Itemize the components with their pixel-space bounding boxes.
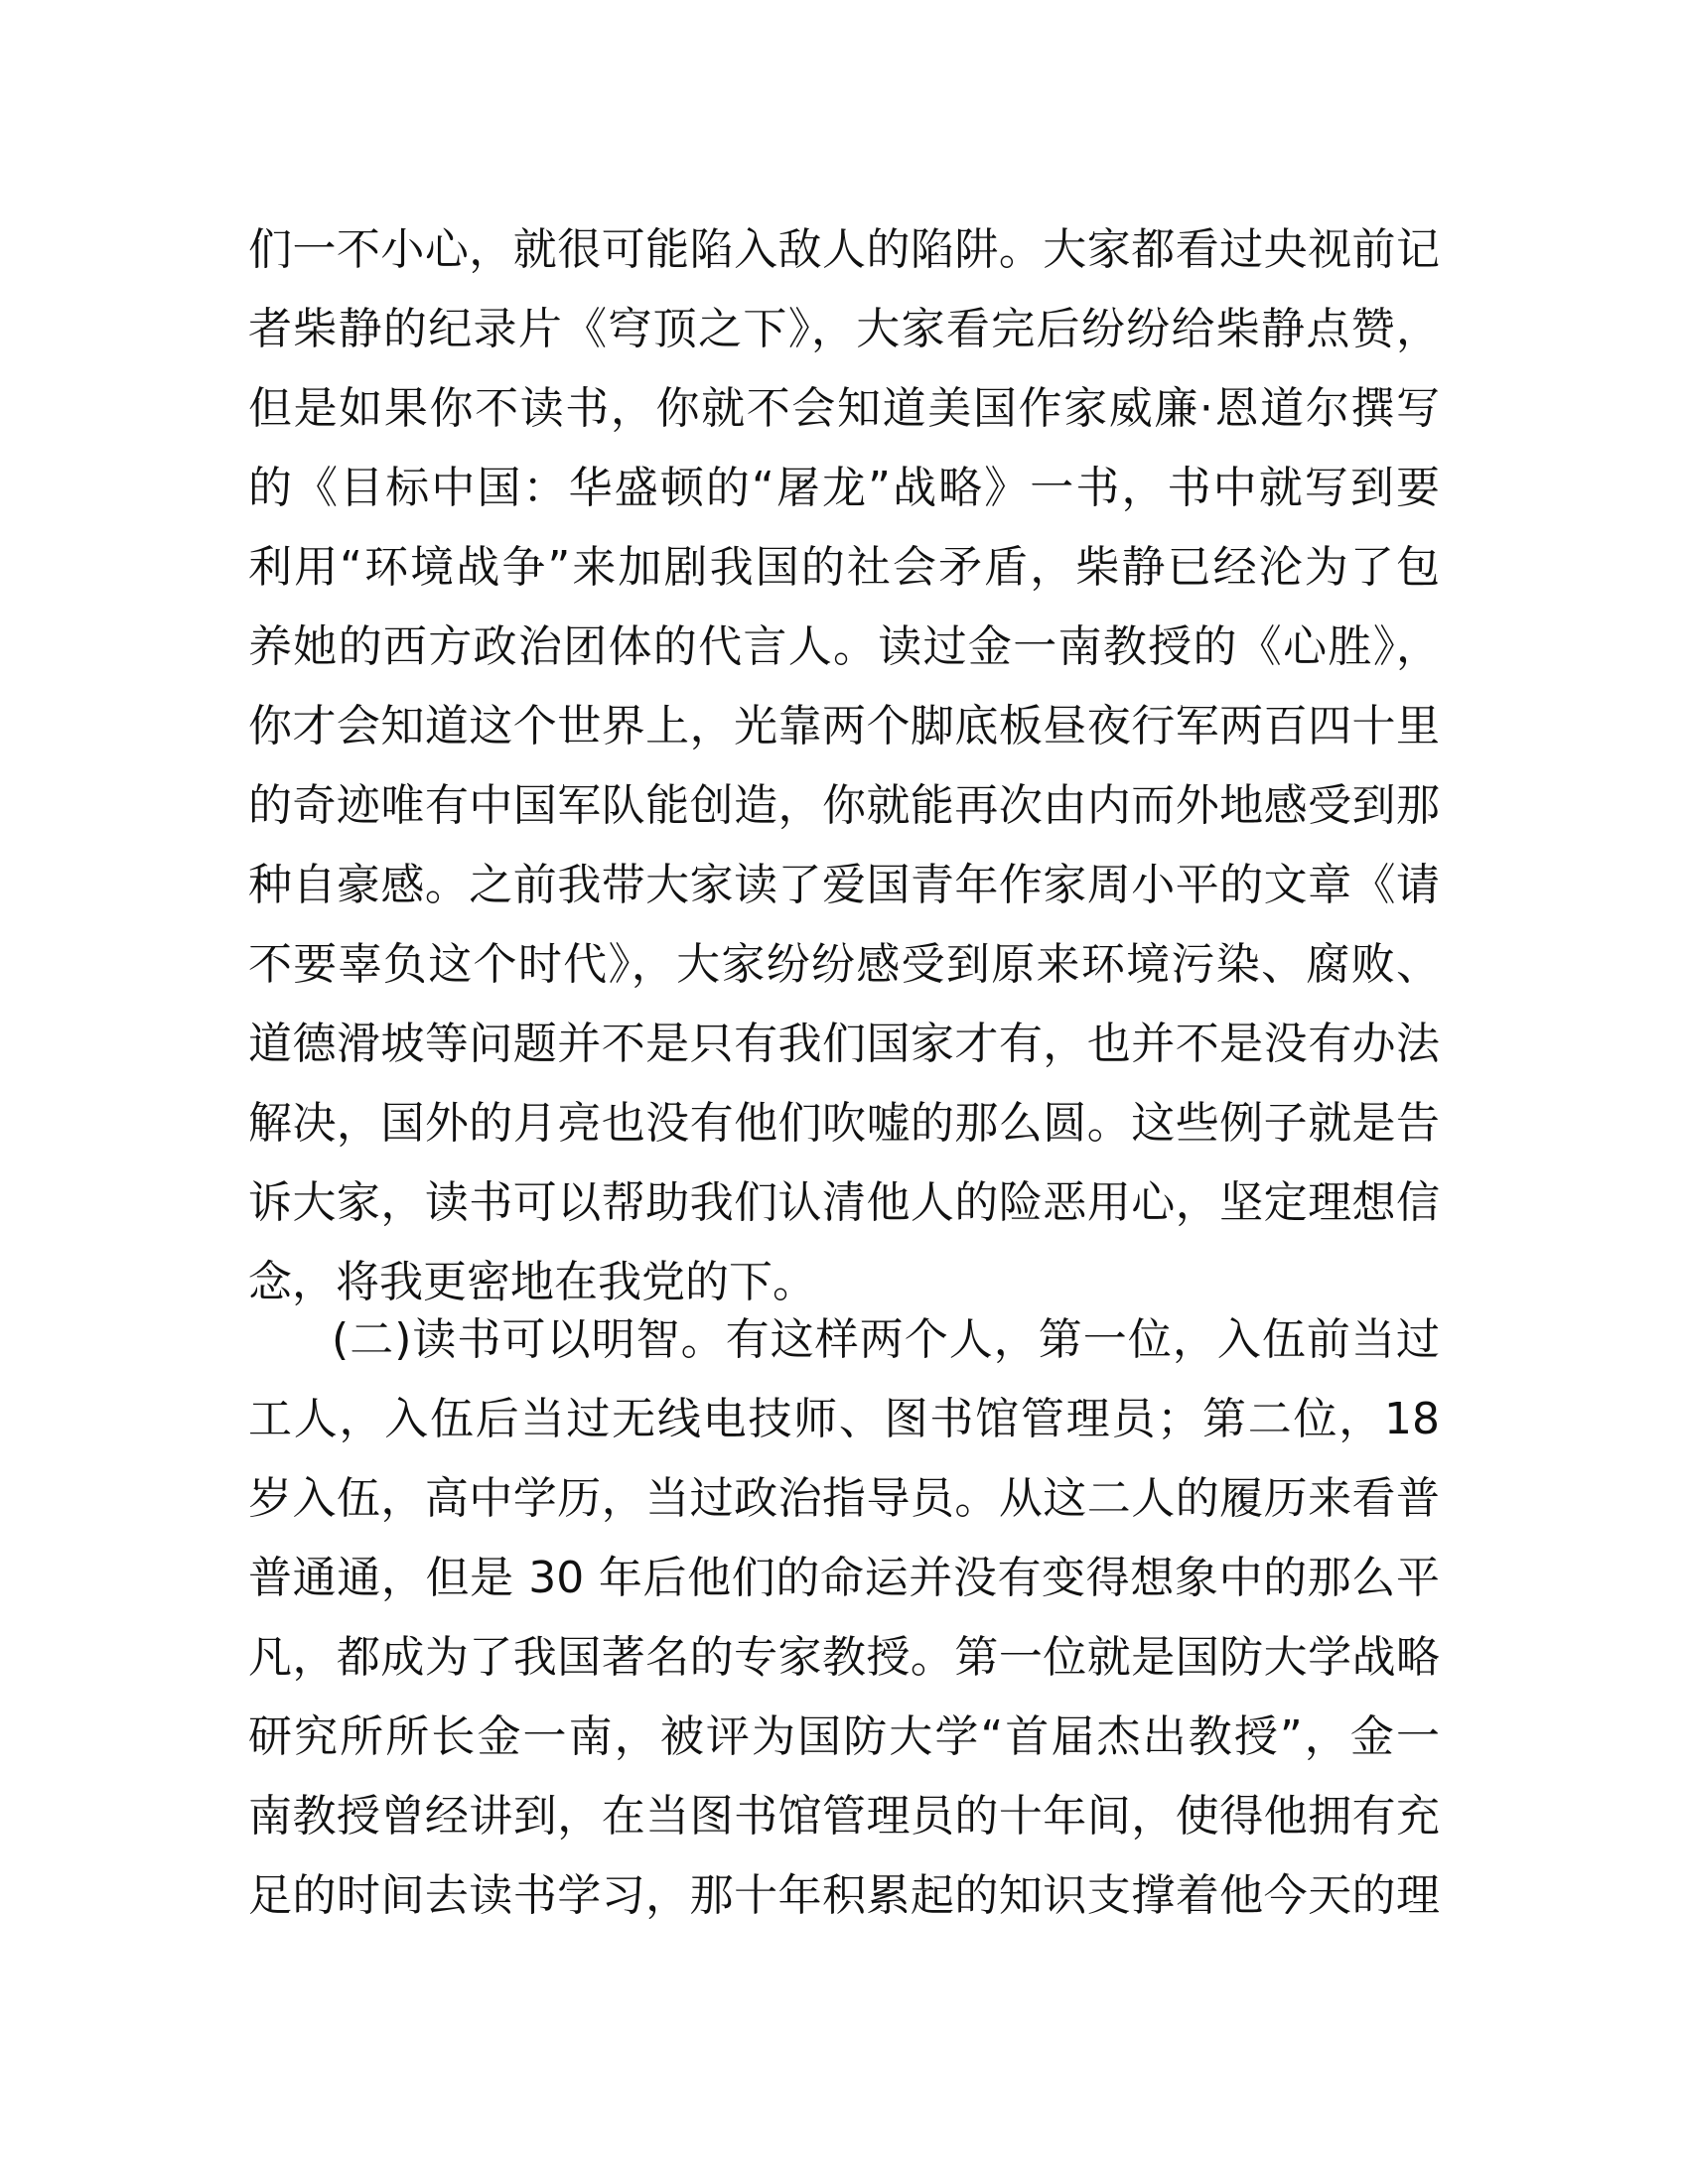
paragraph-2-line: 工人，入伍后当过无线电技师、图书馆管理员；第二位，18 xyxy=(248,1394,1440,1444)
paragraph-1-line: 你才会知道这个世界上，光靠两个脚底板昼夜行军两百四十里 xyxy=(248,701,1440,751)
paragraph-2 xyxy=(248,1300,1440,1936)
paragraph-1-line: 念，将我更密地在我党的下。 xyxy=(248,1257,816,1307)
paragraph-1 xyxy=(248,210,1440,1322)
paragraph-1-line: 的《目标中国：华盛顿的“屠龙”战略》一书，书中就写到要 xyxy=(248,463,1440,513)
paragraph-2-line: (二)读书可以明智。有这样两个人，第一位，入伍前当过 xyxy=(332,1314,1440,1365)
paragraph-1-line: 但是如果你不读书，你就不会知道美国作家威廉·恩道尔撰写 xyxy=(248,383,1440,434)
paragraph-1-line: 不要辜负这个时代》，大家纷纷感受到原来环境污染、腐败、 xyxy=(248,939,1440,990)
paragraph-1-line: 种自豪感。之前我带大家读了爱国青年作家周小平的文章《请 xyxy=(248,860,1440,910)
paragraph-2-line: 普通通，但是 30 年后他们的命运并没有变得想象中的那么平 xyxy=(248,1553,1440,1603)
paragraph-2-line: 岁入伍，高中学历，当过政治指导员。从这二人的履历来看普 xyxy=(248,1473,1440,1524)
paragraph-2-line: 研究所所长金一南，被评为国防大学“首届杰出教授”，金一 xyxy=(248,1711,1440,1762)
paragraph-1-line: 的奇迹唯有中国军队能创造，你就能再次由内而外地感受到那 xyxy=(248,780,1440,831)
paragraph-1-line: 诉大家，读书可以帮助我们认清他人的险恶用心，坚定理想信 xyxy=(248,1177,1440,1228)
paragraph-2-line: 南教授曾经讲到，在当图书馆管理员的十年间，使得他拥有充 xyxy=(248,1791,1440,1842)
paragraph-1-line: 解决，国外的月亮也没有他们吹嘘的那么圆。这些例子就是告 xyxy=(248,1098,1440,1149)
paragraph-2-line: 凡，都成为了我国著名的专家教授。第一位就是国防大学战略 xyxy=(248,1632,1440,1683)
paragraph-1-line: 利用“环境战争”来加剧我国的社会矛盾，柴静已经沦为了包 xyxy=(248,542,1440,593)
paragraph-1-line: 道德滑坡等问题并不是只有我们国家才有，也并不是没有办法 xyxy=(248,1019,1440,1069)
paragraph-1-line: 者柴静的纪录片《穹顶之下》，大家看完后纷纷给柴静点赞， xyxy=(248,304,1440,354)
paragraph-1-line: 养她的西方政治团体的代言人。读过金一南教授的《心胜》， xyxy=(248,621,1440,672)
paragraph-1-line: 们一不小心，就很可能陷入敌人的陷阱。大家都看过央视前记 xyxy=(248,224,1440,275)
paragraph-2-line: 足的时间去读书学习，那十年积累起的知识支撑着他今天的理 xyxy=(248,1870,1440,1921)
